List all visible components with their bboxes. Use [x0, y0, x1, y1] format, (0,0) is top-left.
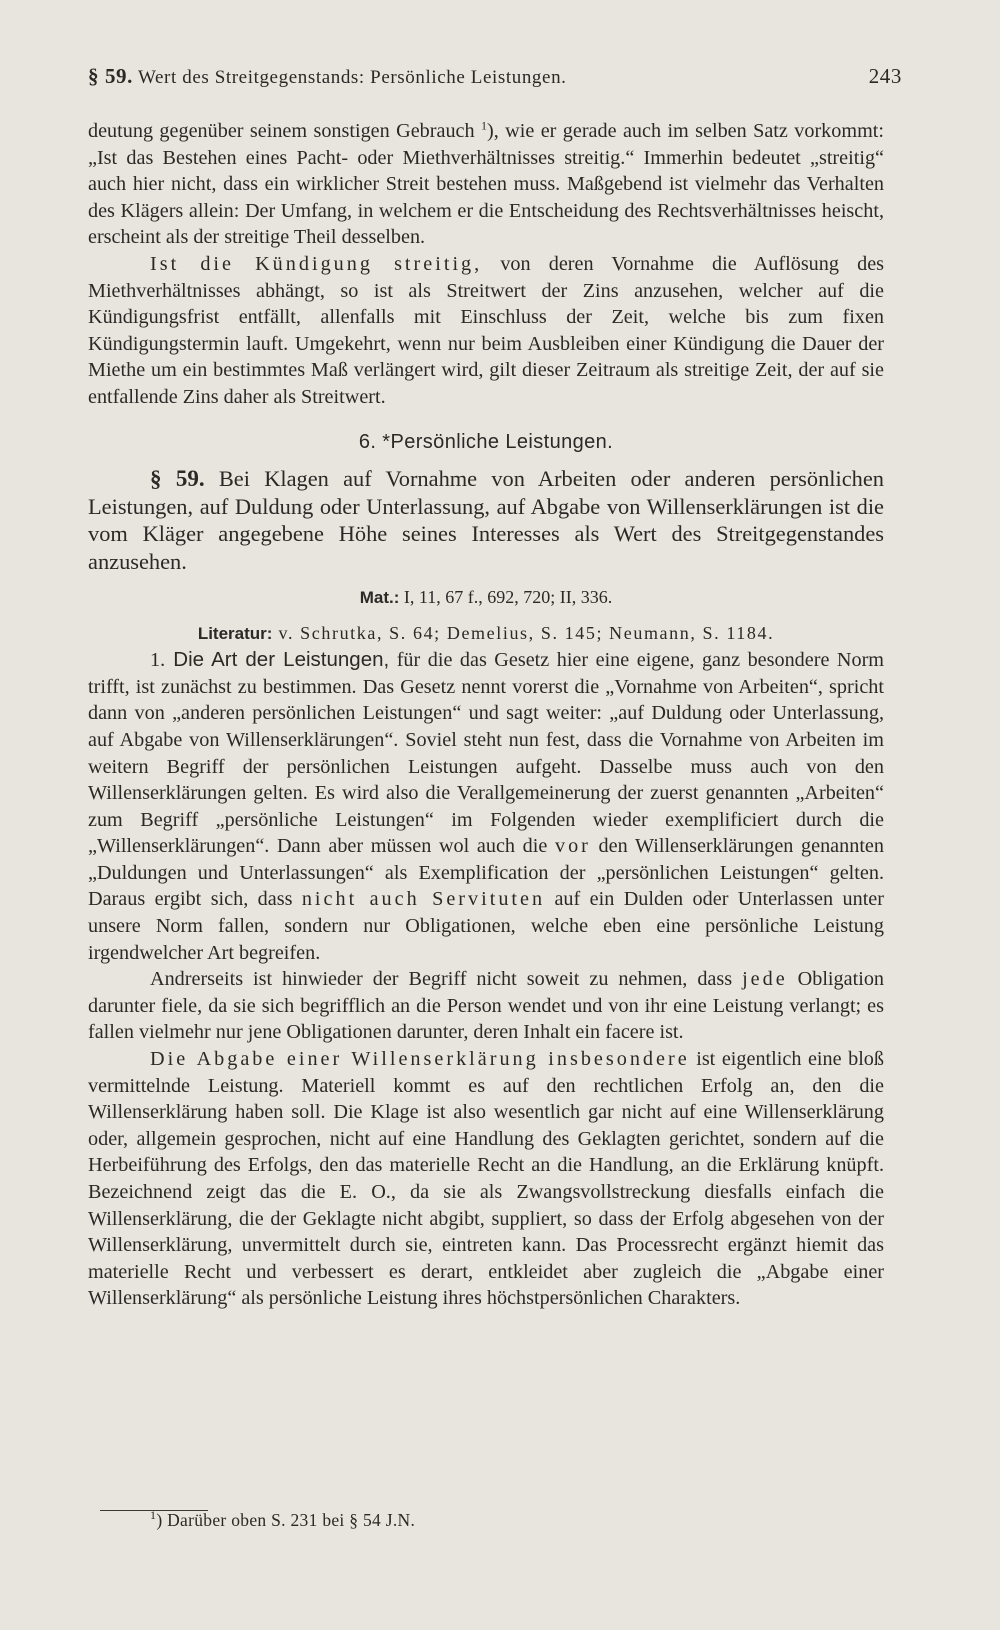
- law-section-number: § 59.: [150, 466, 205, 492]
- item-number: 1.: [150, 649, 166, 672]
- paragraph-text: von deren Vornahme die Auflösung des Miethverhältnisses abhängt, so ist als Streitwert der Zins anzusehen, welcher auf die Kündigungsfrist entfällt, allenfalls mit Einschluss der Zeit, welche bis zum fixen Kündigungstermin lauft. Umgekehrt, wenn nur beim Ausbleiben einer Kündigung die Dauer der Miethe um ein bestimmtes Maß verlängert wird, gilt dieser Zeitraum als streitige Zeit, der auf sie entfallende Zins daher als Streitwert.: [88, 252, 885, 408]
- spaced-emphasis: Ist die Kündigung streitig,: [150, 252, 483, 275]
- paragraph-text: ), wie er gerade auch im selben Satz vorkommt: „Ist das Bestehen eines Pacht- oder Miethverhältnisses streitig.“ Immerhin bedeutet „streitig“ auch hier nicht, dass ein wirklicher Streit bestehen muss. Maßgebend ist vielmehr das Verhalten des Klägers allein: Der Umfang, in welchem er die Entscheidung des Rechtsverhältnisses heischt, erscheint als der streitige Theil desselben.: [88, 120, 884, 249]
- paragraph-text: Andrerseits ist hinwieder der Begriff nicht soweit zu nehmen, dass: [150, 968, 743, 991]
- footnote: [150, 1510, 415, 1531]
- spaced-emphasis: nicht auch Servituten: [301, 888, 546, 911]
- header-section-number: § 59.: [88, 64, 133, 88]
- law-paragraph: [88, 465, 884, 575]
- header-title-line: [88, 64, 567, 89]
- paragraph-text: deutung gegenüber seinem sonstigen Gebrauch: [88, 120, 481, 142]
- materials-text: I, 11, 67 f., 692, 720; II, 336.: [399, 587, 613, 608]
- literature-label: Literatur:: [197, 624, 273, 644]
- literature-reference: [88, 620, 884, 647]
- materials-label: Mat.:: [359, 588, 400, 608]
- materials-reference: [88, 584, 884, 611]
- paragraph-text: ist eigentlich eine bloß vermittelnde Leistung. Materiell kommt es auf den rechtlichen Erfolg an, den die Willenserklärung haben soll. Die Klage ist also wesentlich gar nicht auf eine Willenserklärung oder, allgemein gesprochen, nicht auf eine Handlung des Geklagten gerichtet, sondern auf die Herbeiführung des Erfolgs, den das materielle Recht an die Handlung, an die Erklärung knüpft. Bezeichnend zeigt das die E. O., da sie als Zwangsvollstreckung diesfalls einfach die Willenserklärung, die der Geklagte nicht abgibt, suppliert, so dass der Erfolg abgesehen von der Willenserklärung, unvermittelt durch sie, eintreten kann. Das Processrecht ergänzt hiemit das materielle Recht und verbessert es derart, entkleidet aber zugleich die „Abgabe einer Willenserklärung“ als persönliche Leistung ihres höchstpersönlichen Charakters.: [88, 1048, 884, 1310]
- law-text: Bei Klagen auf Vornahme von Arbeiten oder anderen persönlichen Leistungen, auf Duldung oder Unterlassung, auf Abgabe von Willenserklärungen ist die vom Kläger angegebene Höhe seines Interesses als Wert des Streitgegenstandes anzusehen.: [88, 466, 884, 574]
- paragraph-text: Obligation darunter fiele, da sie sich begrifflich an die Person wendet und von ihr eine Leistung verlangt; es fallen vielmehr nur jene Obligationen darunter, deren Inhalt ein facere ist.: [88, 968, 885, 1044]
- footnote-ref: 1: [480, 118, 487, 133]
- paragraph-andrerseits: [88, 966, 884, 1046]
- spaced-emphasis: vor: [554, 835, 591, 858]
- paragraph-text: für die das Gesetz hier eine eigene, ganz besondere Norm trifft, ist zunächst zu bestimmen. Das Gesetz nennt vorerst die „Vornahme von Arbeiten“, spricht dann von „anderen persönlichen Leistungen“ und sagt weiter: „auf Duldung oder Unterlassung, auf Abgabe von Willenserklärungen“. Soviel steht nun fest, dass die Vornahme von Arbeiten im weitern Begriff der persönlichen Leistungen aufgeht. Dasselbe muss auch von den Willenserklärungen gelten. Es wird also die Verallgemeinerung der zuerst genannten „Arbeiten“ zum Begriff „persönliche Leistungen“ im Folgenden wieder exemplificiert durch die „Willenserklärungen“. Dann aber müssen wol auch die: [88, 649, 884, 858]
- footnote-text: ) Darüber oben S. 231 bei § 54 J.N.: [156, 1510, 416, 1530]
- spaced-emphasis: jede: [742, 968, 788, 991]
- page-number: 243: [868, 64, 902, 88]
- footnote-mark: 1: [150, 1508, 157, 1523]
- paragraph-continuation: [88, 118, 884, 251]
- section-heading: 6. *Persönliche Leistungen.: [358, 430, 614, 453]
- header-title: Wert des Streitgegenstands: Persönliche Leistungen.: [138, 67, 567, 88]
- topic-heading: Die Art der Leistungen,: [165, 648, 390, 672]
- spaced-emphasis: Die Abgabe einer Willenserklärung insbesondere: [150, 1048, 690, 1071]
- literature-text: v. Schrutka, S. 64; Demelius, S. 145; Neumann, S. 1184.: [272, 623, 775, 644]
- paragraph-willenserklaerung: [88, 1046, 884, 1312]
- body-text: [88, 118, 884, 1312]
- paragraph-text: den Willenserklärungen genannten „Duldungen und Unterlassungen“ als Exemplification der „persönlichen Leistungen“ gelten. Daraus ergibt sich, dass: [88, 835, 884, 911]
- paragraph-art-der-leistungen: [88, 647, 884, 966]
- paragraph-kuendigung: [88, 251, 884, 411]
- running-header: [88, 64, 902, 89]
- paragraph-text: auf ein Dulden oder Unterlassen unter unsere Norm fallen, sondern nur Obligationen, welche eben eine persönliche Leistung irgendwelcher Art begreifen.: [88, 888, 884, 964]
